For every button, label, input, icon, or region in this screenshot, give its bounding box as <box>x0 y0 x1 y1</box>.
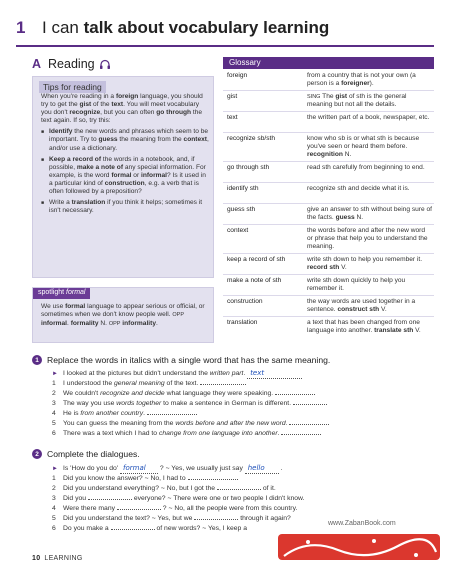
exercise-1-item: 3 The way you use words together to make a sentence in German is different. <box>52 399 327 408</box>
answer-field[interactable] <box>200 384 246 385</box>
answer-field[interactable] <box>194 519 238 520</box>
exercise-2-item: 4 Were there many ? ~ No, all the people were from this country. <box>52 505 298 512</box>
answer-field[interactable] <box>275 394 315 395</box>
glossary-divider <box>223 90 434 91</box>
answer-field[interactable] <box>293 404 327 405</box>
glossary-definition: a text that has been changed from one language into another. translate sth V. <box>307 319 421 335</box>
watermark-url: www.ZabanBook.com <box>328 520 396 527</box>
tips-intro: When you're reading in a foreign language, you should try to get the gist of the text. You will meet vocabulary you don't recognize, but you can often go through the text again. If so, try this: <box>41 93 203 125</box>
example-arrow-icon: ► <box>52 371 58 377</box>
glossary-divider <box>223 182 434 183</box>
glossary-definition: the words before and after the new word or phrase that help you to understand the meaning. <box>307 227 428 251</box>
answer-field[interactable] <box>217 489 261 490</box>
glossary-divider <box>223 203 434 204</box>
answer-field[interactable] <box>88 499 132 500</box>
glossary-term: foreign <box>227 72 248 79</box>
exercise-2-item: 5 Did you understand the text? ~ Yes, but we through it again? <box>52 515 291 522</box>
glossary-divider <box>223 111 434 112</box>
tip-item: ■ Keep a record of the words in a notebook, and, if possible, make a note of any special information. For example, is the word formal or informal? Is it used in a particular kind of construction, e.g. a verb that is often followed by a preposition? <box>41 156 209 196</box>
glossary-term: go through sth <box>227 164 270 171</box>
glossary-divider <box>223 274 434 275</box>
answer-field[interactable]: text <box>247 369 302 379</box>
answer-field[interactable]: formal <box>120 464 158 474</box>
answer-field[interactable] <box>117 509 161 510</box>
answer-field[interactable]: hello <box>245 464 279 474</box>
answer-field[interactable] <box>111 529 155 530</box>
glossary-definition: from a country that is not your own (a person is a foreigner). <box>307 72 416 88</box>
glossary-divider <box>223 161 434 162</box>
glossary-term: text <box>227 114 238 121</box>
header-rule <box>16 45 434 47</box>
glossary-definition: the way words are used together in a sentence. construct sth V. <box>307 298 416 314</box>
page-number: 10 <box>32 555 41 562</box>
glossary-definition: give an answer to sth without being sure of the facts. guess N. <box>307 206 432 222</box>
unit-title: I can talk about vocabulary learning <box>42 18 330 37</box>
answer-field[interactable] <box>188 479 238 480</box>
glossary-divider <box>223 295 434 296</box>
example-arrow-icon: ► <box>52 466 58 472</box>
exercise-1-heading <box>32 355 330 365</box>
spotlight-text: We use formal language to appear serious or official, or sometimes when we don't know people well. OPP informal. formality N. OPP informality. <box>41 303 205 327</box>
glossary-divider <box>223 316 434 317</box>
tips-title: Tips for reading <box>39 81 106 93</box>
spotlight-box <box>32 287 214 343</box>
glossary-term: make a note of sth <box>227 277 282 284</box>
exercise-instruction: Complete the dialogues. <box>47 449 140 459</box>
glossary-term: context <box>227 227 249 234</box>
headphones-icon[interactable] <box>99 59 111 70</box>
tip-item: ■ Write a translation if you think it helps; sometimes it isn't necessary. <box>41 199 209 215</box>
glossary-definition: know who sb is or what sth is because you've seen or heard them before. recognition N. <box>307 135 420 159</box>
answer-field[interactable] <box>281 434 321 435</box>
exercise-1-item: 6 There was a text which I had to change from one language into another. <box>52 429 321 438</box>
exercise-1-example: ► I looked at the pictures but didn't understand the written part. text <box>52 369 302 379</box>
glossary-definition: the written part of a book, newspaper, etc. <box>307 114 430 121</box>
exercise-1-item: 4 He is from another country. <box>52 409 197 418</box>
exercise-1-item: 1 I understood the general meaning of the text. <box>52 379 246 388</box>
exercise-2-heading <box>32 449 140 459</box>
exercise-2-item: 6 Do you make a of new words? ~ Yes, I keep a <box>52 525 247 532</box>
glossary-term: recognize sb/sth <box>227 135 276 142</box>
spotlight-tag: spotlight formal <box>33 288 90 299</box>
glossary-term: gist <box>227 93 238 100</box>
glossary-term: construction <box>227 298 263 305</box>
glossary-divider <box>223 132 434 133</box>
exercise-2-item: 2 Did you understand everything? ~ No, but I got the of it. <box>52 485 276 492</box>
exercise-2-example: ► Is 'How do you do' formal ? ~ Yes, we usually just say hello . <box>52 464 283 472</box>
tips-text <box>41 93 209 215</box>
section-label: Reading <box>48 57 95 71</box>
glossary-term: translation <box>227 319 258 326</box>
section-a-heading <box>32 57 111 71</box>
exercise-1-item: 2 We couldn't recognize and decide what language they were speaking. <box>52 389 315 398</box>
unit-number: 1 <box>16 18 26 37</box>
tips-list <box>41 128 209 215</box>
glossary-definition: write sth down to help you remember it. record sth V. <box>307 256 423 272</box>
glossary-term: keep a record of sth <box>227 256 286 263</box>
exercise-number-badge: 1 <box>32 355 42 365</box>
glossary-divider <box>223 253 434 254</box>
footer-label: LEARNING <box>44 555 83 562</box>
answer-field[interactable] <box>147 414 197 415</box>
glossary-term: guess sth <box>227 206 256 213</box>
exercise-2-item: 1 Did you know the answer? ~ No, I had to <box>52 474 238 483</box>
exercise-instruction: Replace the words in italics with a single word that has the same meaning. <box>47 355 331 365</box>
zabanbook-logo-icon <box>278 528 440 562</box>
exercise-2-item: 3 Did you everyone? ~ There were one or two people I didn't know. <box>52 495 305 502</box>
glossary-definition: write sth down quickly to help you remember it. <box>307 277 406 293</box>
exercise-1-item: 5 You can guess the meaning from the words before and after the new word. <box>52 419 329 428</box>
unit-header <box>16 18 434 44</box>
page-footer <box>32 555 83 562</box>
tips-for-reading-box <box>32 76 214 278</box>
glossary-term: identify sth <box>227 185 259 192</box>
answer-field[interactable] <box>289 424 329 425</box>
glossary-divider <box>223 224 434 225</box>
section-letter: A <box>32 57 42 71</box>
glossary-definition: read sth carefully from beginning to end. <box>307 164 425 171</box>
glossary <box>223 57 434 340</box>
tip-item: ■ Identify the new words and phrases which seem to be important. Try to guess the meaning from the context, and/or use a dictionary. <box>41 128 209 152</box>
exercise-number-badge: 2 <box>32 449 42 459</box>
glossary-definition: recognize sth and decide what it is. <box>307 185 410 192</box>
glossary-title: Glossary <box>223 57 434 69</box>
glossary-definition: SING The gist of sth is the general meaning but not all the details. <box>307 93 407 109</box>
